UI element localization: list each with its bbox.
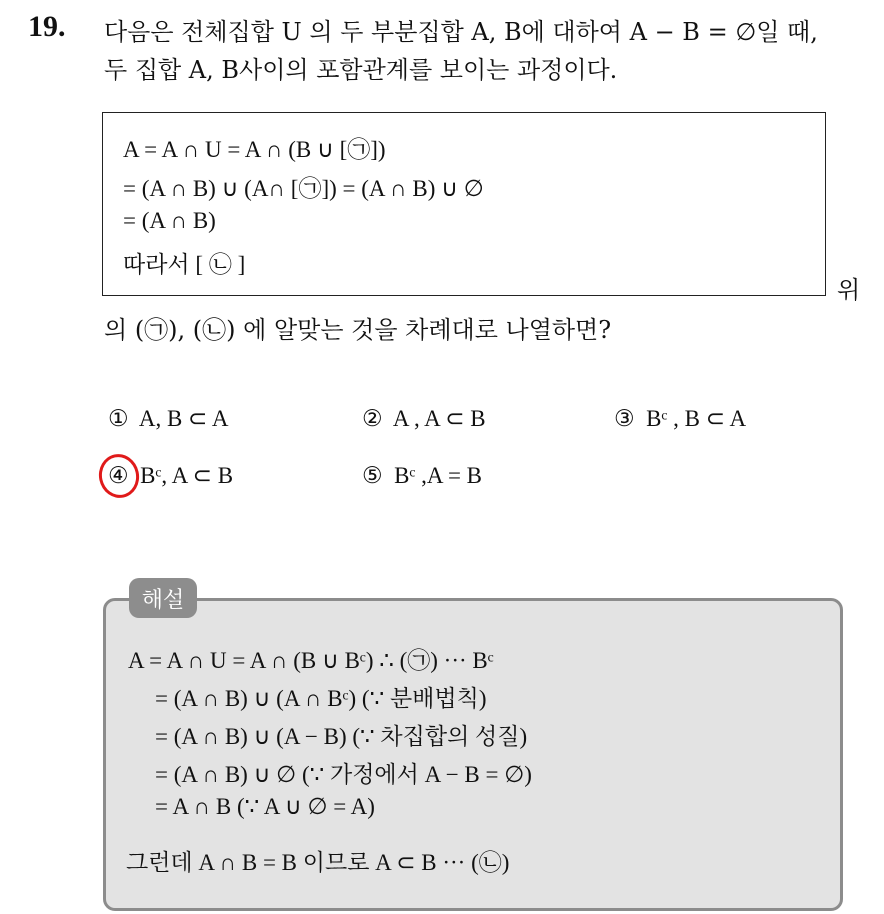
proof-line: = (A ∩ B) ∪ (A∩ [㉠]) = (A ∩ B) ∪ ∅ <box>123 176 484 201</box>
solution-tab: 해설 <box>129 578 197 618</box>
solution-line: = (A ∩ B) ∪ (A − B) (∵ 차집합의 성질) <box>155 724 528 749</box>
option-text: A , A ⊂ B <box>392 406 486 431</box>
option-text: Bᶜ, A ⊂ B <box>140 463 234 488</box>
solution-conclusion: 그런데 A ∩ B = B 이므로 A ⊂ B ··· (㉡) <box>126 850 510 875</box>
question-text-tail-b: 의 (㉠), (㉡) 에 알맞는 것을 차례대로 나열하면? <box>104 316 612 344</box>
proof-line: = (A ∩ B) <box>123 208 216 233</box>
option-2[interactable] <box>362 406 486 432</box>
option-text: Bᶜ , B ⊂ A <box>646 406 747 431</box>
question-text-line2: 두 집합 A, B사이의 포함관계를 보이는 과정이다. <box>104 56 618 84</box>
proof-box <box>102 112 826 296</box>
option-text: A, B ⊂ A <box>138 406 229 431</box>
proof-conclusion: 따라서 [ ㉡ ] <box>123 252 246 277</box>
solution-line: = (A ∩ B) ∪ (A ∩ Bᶜ) (∵ 분배법칙) <box>155 686 487 711</box>
option-number: ① <box>108 406 129 431</box>
selected-answer-circle-mark <box>95 450 143 501</box>
option-number: ③ <box>614 406 635 431</box>
solution-line: A = A ∩ U = A ∩ (B ∪ Bᶜ) ∴ (㉠) ··· Bᶜ <box>128 648 494 673</box>
option-3[interactable] <box>614 406 746 432</box>
solution-line: = A ∩ B (∵ A ∪ ∅ = A) <box>155 794 375 819</box>
question-text-line1: 다음은 전체집합 U 의 두 부분집합 A, B에 대하여 A − B = ∅일 때, <box>104 18 818 46</box>
option-number: ② <box>362 406 383 431</box>
proof-line: A = A ∩ U = A ∩ (B ∪ [㉠]) <box>123 137 386 162</box>
question-number: 19. <box>28 10 66 43</box>
option-1[interactable] <box>108 406 228 432</box>
solution-line: = (A ∩ B) ∪ ∅ (∵ 가정에서 A − B = ∅) <box>155 762 532 787</box>
option-number: ⑤ <box>362 463 383 488</box>
option-text: Bᶜ ,A = B <box>394 463 483 488</box>
question-text-tail-a: 위 <box>837 276 861 304</box>
option-number: ④ <box>108 463 129 488</box>
option-5[interactable] <box>362 463 482 489</box>
